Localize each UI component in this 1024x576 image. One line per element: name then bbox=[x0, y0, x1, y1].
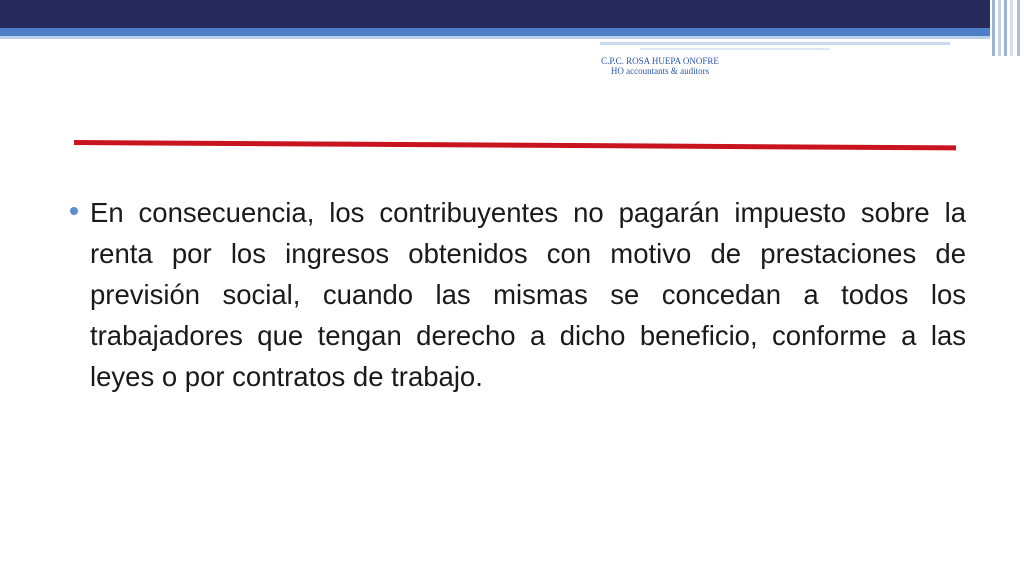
bullet-text: En consecuencia, los contribuyentes no pagarán impuesto sobre la renta por los ingresos obtenidos con motivo de prestaciones de previsión social, cuando las mismas se concedan a todos los trabajadores que tengan derecho a dicho beneficio, conforme a las leyes o por contratos de trabajo. bbox=[90, 197, 966, 392]
header-credits bbox=[560, 56, 760, 76]
corner-decoration bbox=[990, 0, 1024, 56]
credit-name: C.P.C. ROSA HUEPA ONOFRE bbox=[601, 56, 719, 66]
slide-body bbox=[66, 192, 966, 397]
top-blue-bar bbox=[0, 28, 1024, 36]
credit-firm: HO accountants & auditors bbox=[610, 66, 710, 76]
top-thin-bar-2 bbox=[640, 48, 830, 50]
bullet-icon bbox=[70, 207, 78, 215]
red-divider bbox=[74, 140, 956, 150]
top-thin-bar bbox=[600, 42, 950, 45]
top-navy-bar bbox=[0, 0, 1024, 28]
top-light-bar bbox=[0, 36, 1000, 39]
bullet-item bbox=[66, 192, 966, 397]
